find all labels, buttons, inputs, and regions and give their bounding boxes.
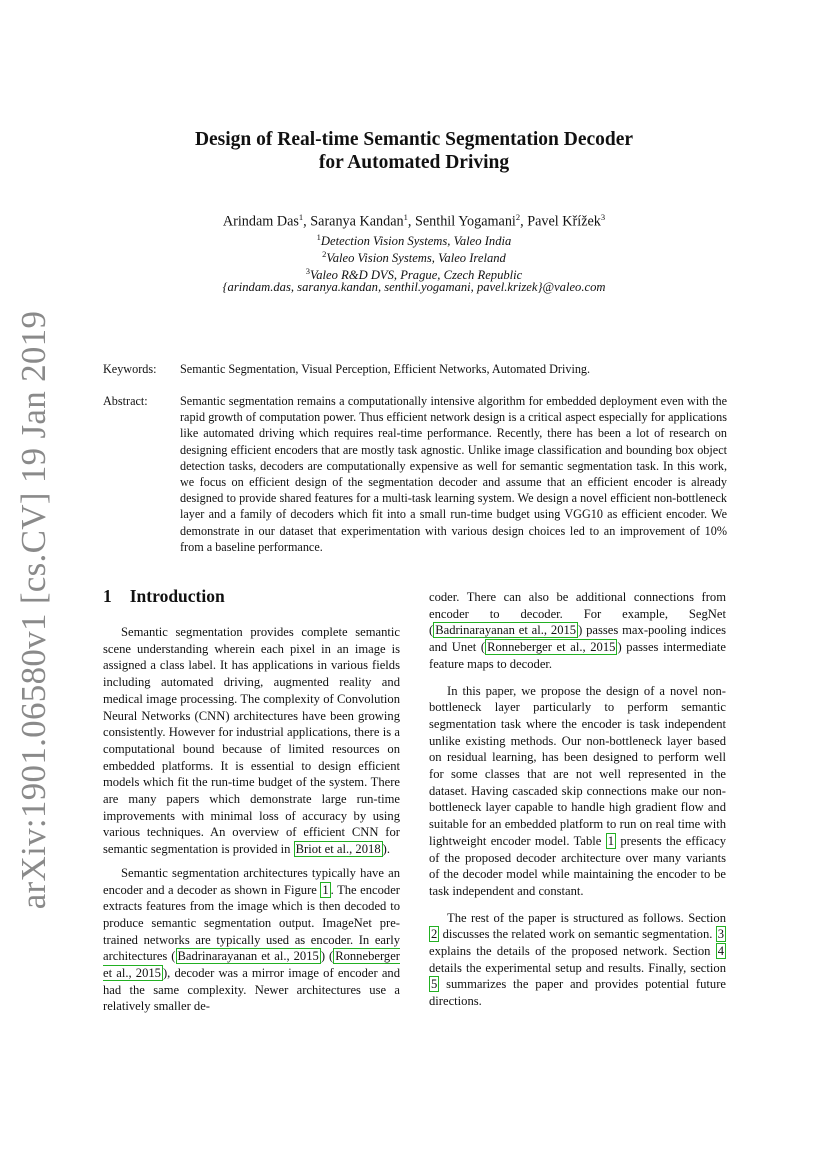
title-line-1: Design of Real-time Semantic Segmentation Decoder — [194, 129, 634, 150]
author-name: Arindam Das — [222, 213, 299, 230]
table-ref-link[interactable]: 1 — [607, 833, 615, 848]
left-column — [103, 624, 400, 1022]
paragraph-text: discusses the related work on semantic segmentation. — [439, 927, 716, 942]
paragraph-text: presents the efficacy of the proposed decoder architecture over many variants of the decoder model while maintaining the encoder to be task independent and constant. — [429, 833, 726, 898]
section-ref-link[interactable]: 2 — [431, 927, 438, 942]
paragraph-text: The rest of the paper is structured as follows. Section — [447, 910, 726, 925]
author-sup: 3 — [600, 212, 606, 222]
affiliation-text: Detection Vision Systems, Valeo India — [320, 234, 512, 249]
paragraph-text: Semantic segmentation provides complete semantic scene understanding wherein each pixel in an image is assigned a class label. It has applications in various fields including automated driving, augmented reality and medical image processing. The complexity of Convolution Neural Networks (CNN) architectures have been growing consistently. However for industrial applications, there is a computational bound because of limited resources on embedded platforms. It is essential to design efficient models which fit the run-time budget of the system. There are many papers which demonstrate large run-time improvements with minimal loss of accuracy by using various techniques. An overview of efficient CNN for semantic segmentation is provided in — [103, 625, 400, 857]
author-sep: , — [407, 213, 415, 230]
section-ref-link[interactable]: 5 — [431, 977, 438, 992]
affiliation-text: Valeo Vision Systems, Valeo Ireland — [326, 251, 506, 266]
paragraph-text: In this paper, we propose the design of a novel non-bottleneck layer particularly to perform semantic segmentation task where the encoder is task independent unlike existing methods. Our non-bottleneck layer based on residual learning, has been designed to perform well for some classes that are not well represented in the dataset. Having cascaded skip connections make our non-bottleneck layer capable to handle high gradient flow and suitable for an embedded platform to run on real time with lightweight encoder model. Table — [429, 683, 726, 848]
author-sep: , — [303, 213, 311, 230]
right-column — [429, 589, 726, 1017]
citation-link[interactable]: Badrinarayanan et al., 2015 — [177, 949, 319, 964]
paragraph-text: ) passes max-pooling indices and Unet ( — [429, 623, 726, 655]
paragraph-text: coder. There can also be additional connections from encoder to decoder. For example, SegNet ( — [429, 590, 726, 638]
intro-paragraph-3 — [429, 589, 726, 673]
intro-paragraph-5 — [429, 910, 726, 1010]
author-name: Saranya Kandan — [310, 213, 404, 230]
paragraph-text: details the experimental setup and results. Finally, section — [429, 960, 726, 975]
paragraph-text: ) ( — [320, 949, 334, 964]
intro-paragraph-1 — [103, 624, 400, 858]
paper-title — [120, 128, 708, 174]
citation-link[interactable]: Ronneberger et al., 2015 — [103, 949, 401, 981]
paragraph-text: Semantic segmentation architectures typically have an encoder and a decoder as shown in Figure — [103, 865, 400, 897]
intro-paragraph-4 — [429, 683, 726, 900]
section-ref-link[interactable]: 3 — [717, 927, 724, 942]
arxiv-stamp: arXiv:1901.06580v1 [cs.CV] 19 Jan 2019 — [14, 310, 53, 910]
author-sup: 1 — [403, 212, 408, 222]
paragraph-text: explains the details of the proposed network. Section — [429, 944, 716, 959]
title-line-2: for Automated Driving — [318, 152, 510, 173]
section-number: 1 — [103, 586, 112, 606]
section-heading-introduction — [103, 586, 225, 607]
section-title: Introduction — [129, 586, 225, 606]
affiliation-sup: 2 — [322, 249, 327, 259]
keywords-label: Keywords: — [103, 362, 157, 376]
abstract-text: Semantic segmentation remains a computationally intensive algorithm for embedded deployment even with the rapid growth of computation power. Thus efficient network design is a critical aspect especially for applications like automated driving which requires real-time performance. Recently, there has been a lot of research on designing efficient encoders that are mostly task agnostic. Unlike image classification and bounding box object detection tasks, decoders are computationally expensive as well for semantic segmentation task. In this work, we focus on efficient design of the segmentation decoder and assume that an efficient encoder is already designed to provide shared features for a multi-task learning system. We design a novel efficient non-bottleneck layer and a family of decoders which fit into a small run-time budget using VGG10 as efficient encoder. We demonstrate in our dataset that experimentation with various design choices led to an improvement of 10% from a baseline performance. — [180, 394, 727, 554]
keywords-text: Semantic Segmentation, Visual Perception, Efficient Networks, Automated Driving. — [180, 362, 591, 376]
author-list — [120, 208, 708, 231]
citation-link[interactable]: Badrinarayanan et al., 2015 — [435, 623, 577, 638]
citation-link[interactable]: Briot et al., 2018 — [295, 842, 381, 857]
author-emails: {arindam.das, saranya.kandan, senthil.yogamani, pavel.krizek}@valeo.com — [222, 280, 606, 294]
affiliation-sup: 3 — [305, 266, 310, 276]
paragraph-text: . The encoder extracts features from the image which is then decoded to produce semantic segmentation output. ImageNet pre-trained networks are typically used as encoder. In early architectures ( — [103, 882, 400, 964]
paragraph-text: ) passes intermediate feature maps to decoder. — [429, 640, 727, 671]
citation-link[interactable]: Ronneberger et al., 2015 — [487, 640, 616, 655]
paragraph-text: summarizes the paper and provides potential future directions. — [429, 977, 726, 1009]
intro-paragraph-2 — [103, 865, 400, 1015]
affiliation-text: Valeo R&D DVS, Prague, Czech Republic — [309, 268, 523, 283]
author-sup: 1 — [298, 212, 304, 222]
affiliation-sup: 1 — [316, 232, 321, 242]
author-name: Senthil Yogamani — [414, 213, 516, 230]
paragraph-text: ). — [382, 842, 390, 857]
section-ref-link[interactable]: 4 — [717, 944, 724, 959]
author-sup: 2 — [515, 212, 521, 222]
abstract-label: Abstract: — [103, 394, 148, 408]
author-sep: , — [520, 213, 528, 230]
author-name: Pavel Křížek — [527, 213, 601, 230]
figure-ref-link[interactable]: 1 — [322, 882, 329, 897]
paragraph-text: ), decoder was a mirror image of encoder and had the same complexity. Newer architectures use a relatively smaller de- — [103, 966, 400, 1014]
